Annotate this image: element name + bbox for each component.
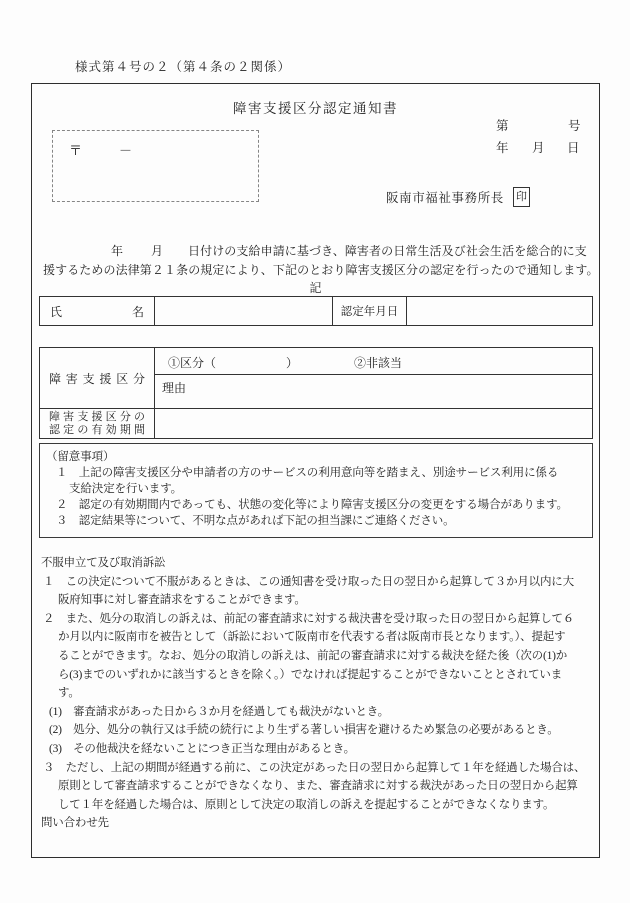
- reason-label: 理由: [162, 381, 187, 395]
- form-frame: [31, 83, 600, 858]
- appeal-line: か月以内に阪南市を被告として（訴訟において阪南市を代表する者は阪南市長となります。）、提起す: [58, 631, 566, 644]
- issue-date-day-label: 日: [567, 141, 580, 155]
- doc-number-suffix: 号: [568, 119, 581, 133]
- option-not-applicable: ②非該当: [354, 356, 403, 370]
- cert-date-value-cell[interactable]: [406, 297, 592, 325]
- intro-paragraph-line2: 援するための法律第２１条の規定により、下記のとおり障害支援区分の認定を行ったので通知します。: [43, 263, 599, 277]
- option-kubun-close: ）: [286, 356, 299, 370]
- appeal-line: ３ ただし、上記の期間が経過する前に、この決定があった日の翌日から起算して１年を経過した場合は、: [43, 761, 586, 774]
- category-label-cell: 障害支援区分: [40, 348, 155, 409]
- validity-value-cell[interactable]: [155, 409, 592, 438]
- validity-label-cell: 障害支援区分の 認定の有効期間: [40, 409, 155, 438]
- notes-box: [39, 443, 593, 538]
- category-selection-cell[interactable]: [155, 348, 592, 375]
- doc-number-prefix: 第: [496, 119, 509, 133]
- notes-line: 支給決定を行います。: [69, 483, 183, 495]
- postal-mark: 〒: [69, 143, 83, 158]
- notes-line: １ 上記の障害支援区分や申請者の方のサービスの利用意向等を踏まえ、別途サービス利用に係る: [56, 467, 559, 479]
- appeal-section: [41, 554, 593, 833]
- seal-placeholder: 印: [513, 187, 530, 207]
- recipient-address-box[interactable]: [52, 130, 259, 202]
- application-date-year-label: 年: [111, 244, 124, 258]
- appeal-line: (2) 処分、処分の執行又は手続の続行により生ずる著しい損害を避けるため緊急の必要があるとき。: [49, 724, 559, 737]
- appeal-line: (1) 審査請求があった日から３か月を経過しても裁決がないとき。: [49, 705, 389, 718]
- form-code-label: 様式第４号の２（第４条の２関係）: [75, 60, 292, 74]
- document-title: 障害支援区分認定通知書: [233, 101, 398, 116]
- application-date-month-label: 月: [151, 244, 164, 258]
- name-date-table: [39, 296, 593, 326]
- intro-paragraph-line1: 日付けの支給申請に基づき、障害者の日常生活及び社会生活を総合的に支: [188, 244, 587, 258]
- appeal-line: (3) その他裁決を経ないことにつき正当な理由があるとき。: [49, 742, 355, 755]
- postal-code-separator: －: [119, 143, 133, 158]
- issuer-name: 阪南市福祉事務所長: [386, 191, 504, 205]
- option-kubun-open: ①区分（: [168, 356, 217, 370]
- appeal-line: ら(3)までのいずれかに該当するときを除く。）でなければ提起することができないこととされていま: [58, 668, 563, 681]
- name-value-cell[interactable]: [154, 297, 332, 325]
- notes-line: ３ 認定結果等について、不明な点があれば下記の担当課にご連絡ください。: [56, 515, 455, 527]
- name-label-cell: 氏名: [50, 304, 144, 319]
- appeal-line: １ この決定について不服があるときは、この通知書を受け取った日の翌日から起算して３か月以内に大: [43, 575, 574, 588]
- issue-date-month-label: 月: [532, 141, 545, 155]
- notes-line: ２ 認定の有効期間内であっても、状態の変化等により障害支援区分の変更をする場合があります。: [56, 499, 568, 511]
- appeal-line: ２ また、処分の取消しの訴えは、前記の審査請求に対する裁決書を受け取った日の翌日から起算して６: [43, 612, 575, 625]
- appeal-heading: 不服申立て及び取消訴訟: [41, 557, 166, 569]
- appeal-line: 原則として審査請求することができなくなり、また、審査請求に対する裁決があった日の翌日から起算: [58, 780, 578, 793]
- notes-heading: （留意事項）: [46, 451, 115, 463]
- cert-date-label-cell: 認定年月日: [332, 297, 406, 325]
- issue-date-year-label: 年: [496, 141, 509, 155]
- contact-heading: 問い合わせ先: [41, 817, 109, 830]
- appeal-line: す。: [58, 687, 80, 700]
- appeal-line: して１年を経過した場合は、原則として決定の取消しの訴えを提起することができなくなります。: [58, 798, 555, 811]
- appeal-line: 阪府知事に対し審査請求をすることができます。: [58, 594, 306, 607]
- record-marker: 記: [309, 281, 322, 295]
- appeal-line: ることができます。なお、処分の取消しの訴えは、前記の審査請求に対する裁決を経た後（次の(1)か: [58, 649, 568, 662]
- reason-cell[interactable]: [155, 375, 592, 409]
- category-table: [39, 347, 593, 439]
